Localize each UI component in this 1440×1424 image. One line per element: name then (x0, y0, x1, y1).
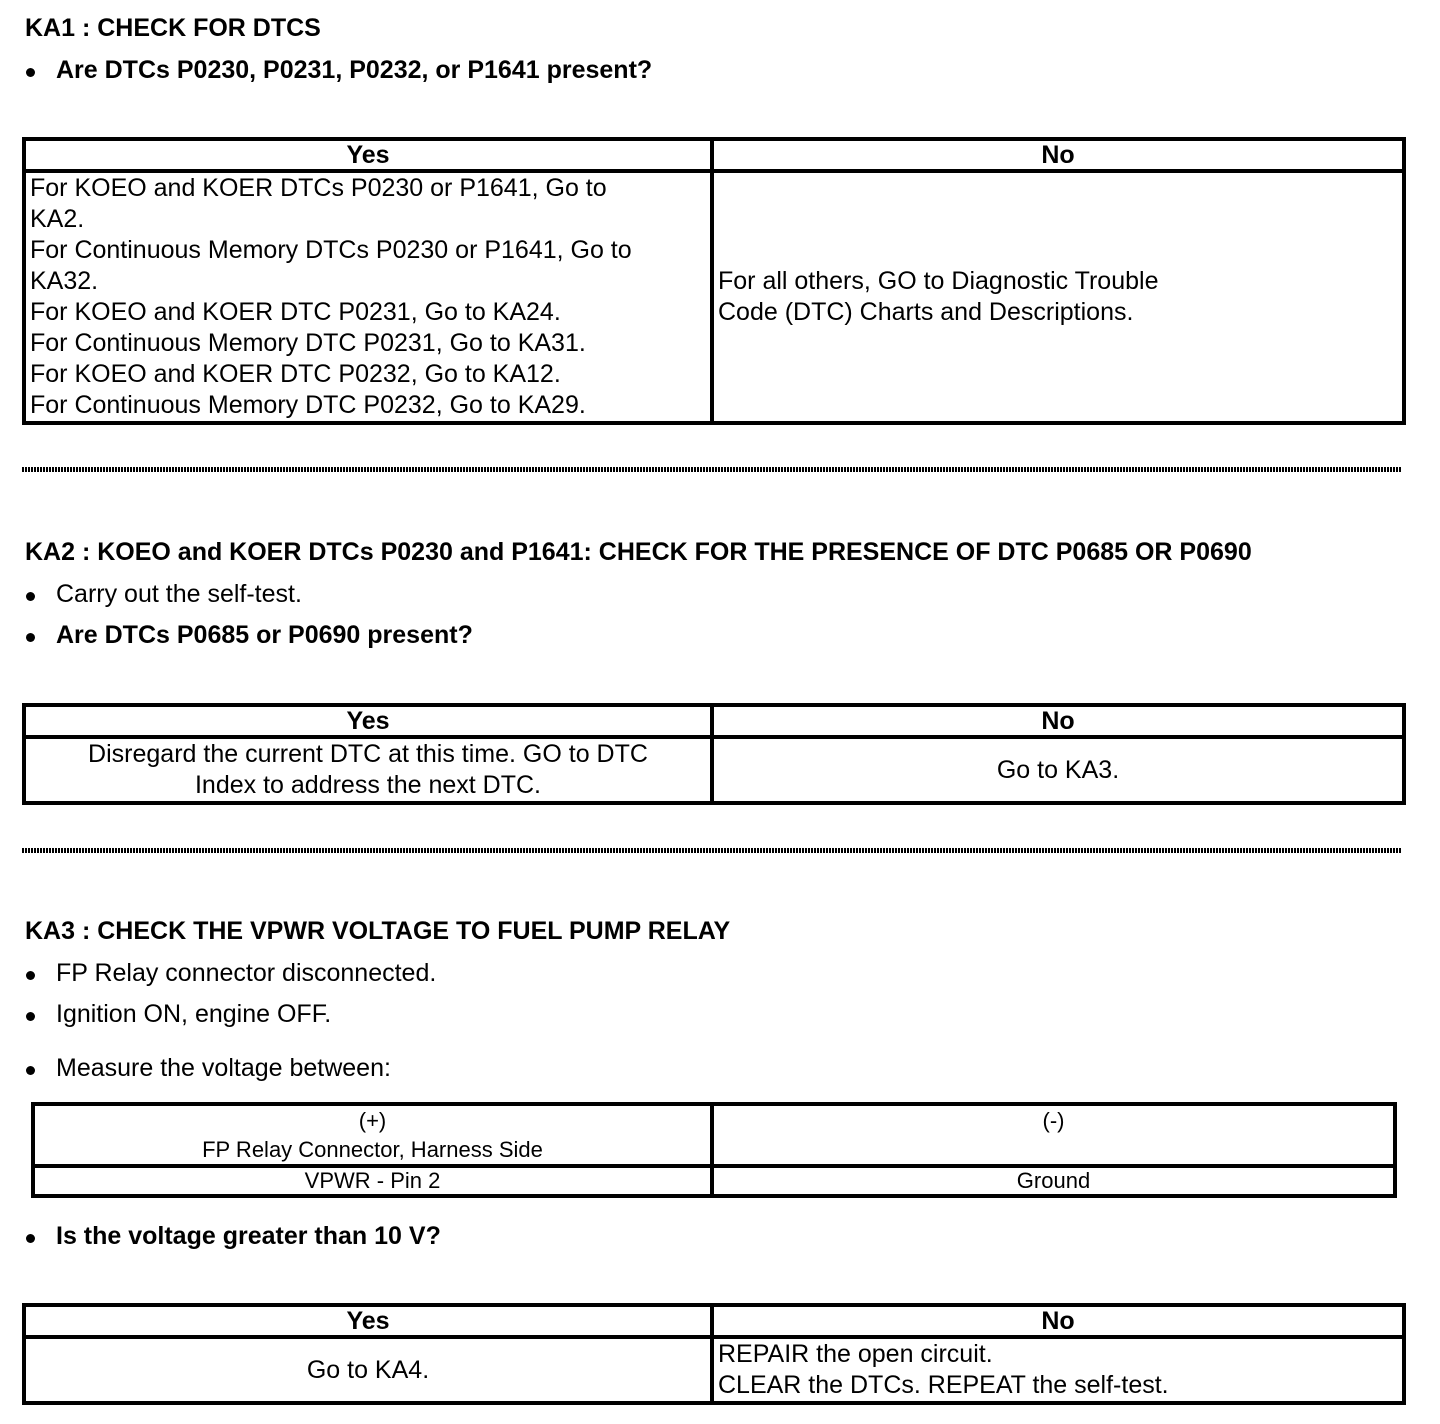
ka2-step-item (0, 579, 1440, 609)
ka2-yes-line: Index to address the next DTC. (194, 771, 541, 799)
section-divider (22, 848, 1402, 853)
ka1-question: Are DTCs P0230, P0231, P0232, or P1641 present? (56, 56, 653, 84)
ka3-step: Ignition ON, engine OFF. (56, 1000, 332, 1028)
ka3-step-item (0, 1053, 1440, 1083)
ka1-yes-line: KA32. (30, 267, 99, 295)
ka3-no-line: CLEAR the DTCs. REPEAT the self-test. (718, 1371, 1169, 1399)
bullet-icon (26, 592, 35, 601)
ka1-yes-line: For KOEO and KOER DTCs P0230 or P1641, Go to (30, 174, 607, 202)
ka1-yes-line: For KOEO and KOER DTC P0231, Go to KA24. (30, 298, 561, 326)
bullet-icon (26, 68, 35, 77)
ka1-title: KA1 : CHECK FOR DTCS (25, 14, 321, 42)
ka3-no-line: REPAIR the open circuit. (718, 1340, 993, 1368)
ka1-result-table (22, 137, 1406, 425)
ka3-step: FP Relay connector disconnected. (56, 959, 437, 987)
minus-probe-label: (-) (1042, 1108, 1065, 1133)
plus-probe-value: VPWR - Pin 2 (33, 1166, 712, 1196)
yes-header: Yes (24, 705, 712, 737)
plus-probe-cell (33, 1104, 712, 1166)
minus-probe-cell (712, 1104, 1395, 1166)
yes-header: Yes (24, 139, 712, 171)
ka3-question: Is the voltage greater than 10 V? (56, 1222, 441, 1250)
ka3-no-cell (712, 1337, 1404, 1403)
section-divider (22, 467, 1402, 472)
ka1-no-line: Code (DTC) Charts and Descriptions. (718, 298, 1134, 326)
plus-probe-label: (+) (358, 1108, 387, 1133)
plus-probe-location: FP Relay Connector, Harness Side (202, 1137, 543, 1162)
ka1-yes-line: For Continuous Memory DTCs P0230 or P1641, Go to (30, 236, 632, 264)
bullet-icon (26, 1234, 35, 1243)
no-header: No (712, 139, 1404, 171)
ka3-yes-cell: Go to KA4. (24, 1337, 712, 1403)
ka2-title: KA2 : KOEO and KOER DTCs P0230 and P1641: CHECK FOR THE PRESENCE OF DTC P0685 OR P0690 (25, 538, 1252, 566)
yes-header: Yes (24, 1305, 712, 1337)
ka1-yes-cell (24, 171, 712, 423)
bullet-icon (26, 633, 35, 642)
minus-probe-value: Ground (712, 1166, 1395, 1196)
bullet-icon (26, 971, 35, 980)
ka1-yes-line: For Continuous Memory DTC P0231, Go to KA31. (30, 329, 586, 357)
no-header: No (712, 705, 1404, 737)
bullet-icon (26, 1066, 35, 1075)
ka3-title: KA3 : CHECK THE VPWR VOLTAGE TO FUEL PUMP RELAY (25, 917, 731, 945)
ka2-question: Are DTCs P0685 or P0690 present? (56, 621, 473, 649)
ka1-yes-line: For Continuous Memory DTC P0232, Go to KA29. (30, 391, 586, 419)
ka2-no-cell: Go to KA3. (712, 737, 1404, 803)
ka2-yes-line: Disregard the current DTC at this time. GO to DTC (88, 740, 648, 768)
ka1-yes-line: For KOEO and KOER DTC P0232, Go to KA12. (30, 360, 561, 388)
ka1-no-cell (712, 171, 1404, 423)
ka2-yes-cell (24, 737, 712, 803)
ka2-question-item (0, 620, 1440, 650)
ka1-yes-line: KA2. (30, 205, 85, 233)
ka3-question-item (0, 1221, 1440, 1251)
no-header: No (712, 1305, 1404, 1337)
ka3-result-table (22, 1303, 1406, 1405)
ka3-step: Measure the voltage between: (56, 1054, 391, 1082)
ka1-no-line: For all others, GO to Diagnostic Trouble (718, 267, 1159, 295)
ka3-step-item (0, 958, 1440, 988)
ka3-measurement-table (31, 1102, 1397, 1198)
ka1-question-item (0, 55, 1440, 85)
ka2-step: Carry out the self-test. (56, 580, 302, 608)
ka3-step-item (0, 999, 1440, 1029)
ka2-result-table (22, 703, 1406, 805)
bullet-icon (26, 1012, 35, 1021)
